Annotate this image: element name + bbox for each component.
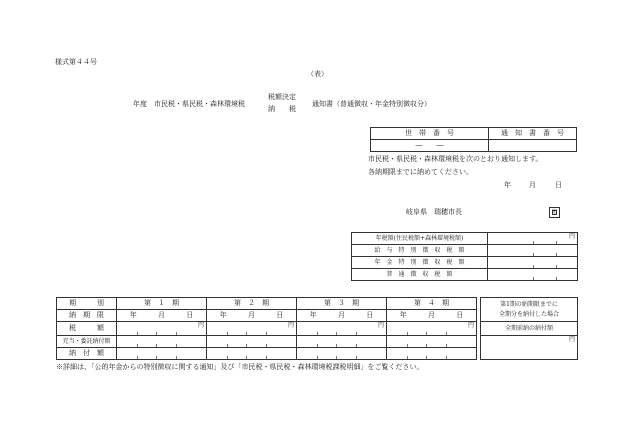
due-date-2: 年 月 日 (207, 310, 297, 322)
issuer-prefecture: 岐阜県 (406, 208, 427, 216)
tax-amount-4 (387, 322, 477, 336)
tax-summary-label: 年税額(住民税額+森林環境税額) (352, 233, 488, 245)
form-number: 様式第４４号 (55, 58, 97, 66)
tax-summary-amount (488, 233, 578, 245)
due-date-3: 年 月 日 (297, 310, 387, 322)
due-date-1: 年 月 日 (117, 310, 207, 322)
yen-unit: 円 (568, 336, 575, 343)
title-stack-top: 税額決定 (268, 93, 296, 101)
yen-unit: 円 (197, 322, 204, 329)
yen-unit: 円 (287, 322, 294, 329)
tax-summary-label: 年 金 特 別 徴 収 税 額 (352, 257, 488, 269)
tax-summary-amount (488, 245, 578, 257)
notice-line-2: 各納期限までに納めてください。 (368, 168, 473, 176)
tax-amount-header: 税 額 (57, 322, 117, 336)
id-box (370, 127, 577, 152)
notice-date-day: 日 (555, 181, 562, 189)
tax-amount-3 (297, 322, 387, 336)
applied-amount-1 (117, 336, 207, 348)
footnote: ※詳細は、「公的年金からの特別徴収に関する通知」及び「市民税・県民税・森林環境税課税明細」をご覧ください。 (56, 363, 424, 371)
yen-unit: 円 (377, 322, 384, 329)
applied-amount-4 (387, 336, 477, 348)
issuer-mayor: 瑞穂市長 (434, 208, 462, 216)
notice-line-1: 市民税・県民税・森林環境税を次のとおり通知します。 (368, 155, 543, 163)
lump-sum-label: 全期前納の納付額 (481, 322, 578, 336)
due-date-header: 納 期 限 (57, 310, 117, 322)
title-stack-bottom: 納 税 (268, 105, 296, 113)
tax-summary-table (351, 232, 578, 281)
side-label: （表） (307, 70, 328, 78)
lump-sum-line-1: 第1期の納期限までに (500, 301, 558, 308)
tax-summary-label: 普 通 徴 収 税 額 (352, 269, 488, 281)
applied-amount-2 (207, 336, 297, 348)
paid-amount-2 (207, 348, 297, 360)
lump-sum-condition (481, 298, 578, 322)
tax-amount-1 (117, 322, 207, 336)
tax-summary-label: 給 与 特 別 徴 収 税 額 (352, 245, 488, 257)
notice-date-year: 年 (504, 181, 511, 189)
lump-sum-table (480, 297, 578, 360)
household-number-value: ― ― (371, 140, 489, 152)
period-1: 第 １ 期 (117, 298, 207, 310)
period-2: 第 ２ 期 (207, 298, 297, 310)
paid-amount-header: 納 付 額 (57, 348, 117, 360)
installments-table (56, 297, 477, 360)
notice-number-value (489, 140, 577, 152)
paid-amount-3 (297, 348, 387, 360)
paid-amount-4 (387, 348, 477, 360)
official-seal-icon: 印 (549, 207, 560, 218)
title-suffix: 通知書（普通徴収・年金特別徴収分） (312, 100, 431, 108)
due-date-4: 年 月 日 (387, 310, 477, 322)
tax-summary-amount (488, 269, 578, 281)
yen-unit: 円 (467, 322, 474, 329)
period-header: 期 別 (57, 298, 117, 310)
period-4: 第 ４ 期 (387, 298, 477, 310)
notice-number-label: 通 知 書 番 号 (489, 128, 577, 140)
notice-date-month: 月 (529, 181, 536, 189)
tax-summary-amount (488, 257, 578, 269)
paid-amount-1 (117, 348, 207, 360)
title-prefix: 年度 市民税・県民税・森林環境税 (133, 100, 245, 108)
tax-amount-2 (207, 322, 297, 336)
lump-sum-amount (481, 336, 578, 360)
lump-sum-line-2: 全期分を納付した場合 (498, 311, 559, 318)
applied-amount-3 (297, 336, 387, 348)
period-3: 第 ３ 期 (297, 298, 387, 310)
applied-amount-header: 充当・委託納付額 (57, 336, 117, 348)
yen-unit: 円 (568, 233, 575, 240)
household-number-label: 世 帯 番 号 (371, 128, 489, 140)
